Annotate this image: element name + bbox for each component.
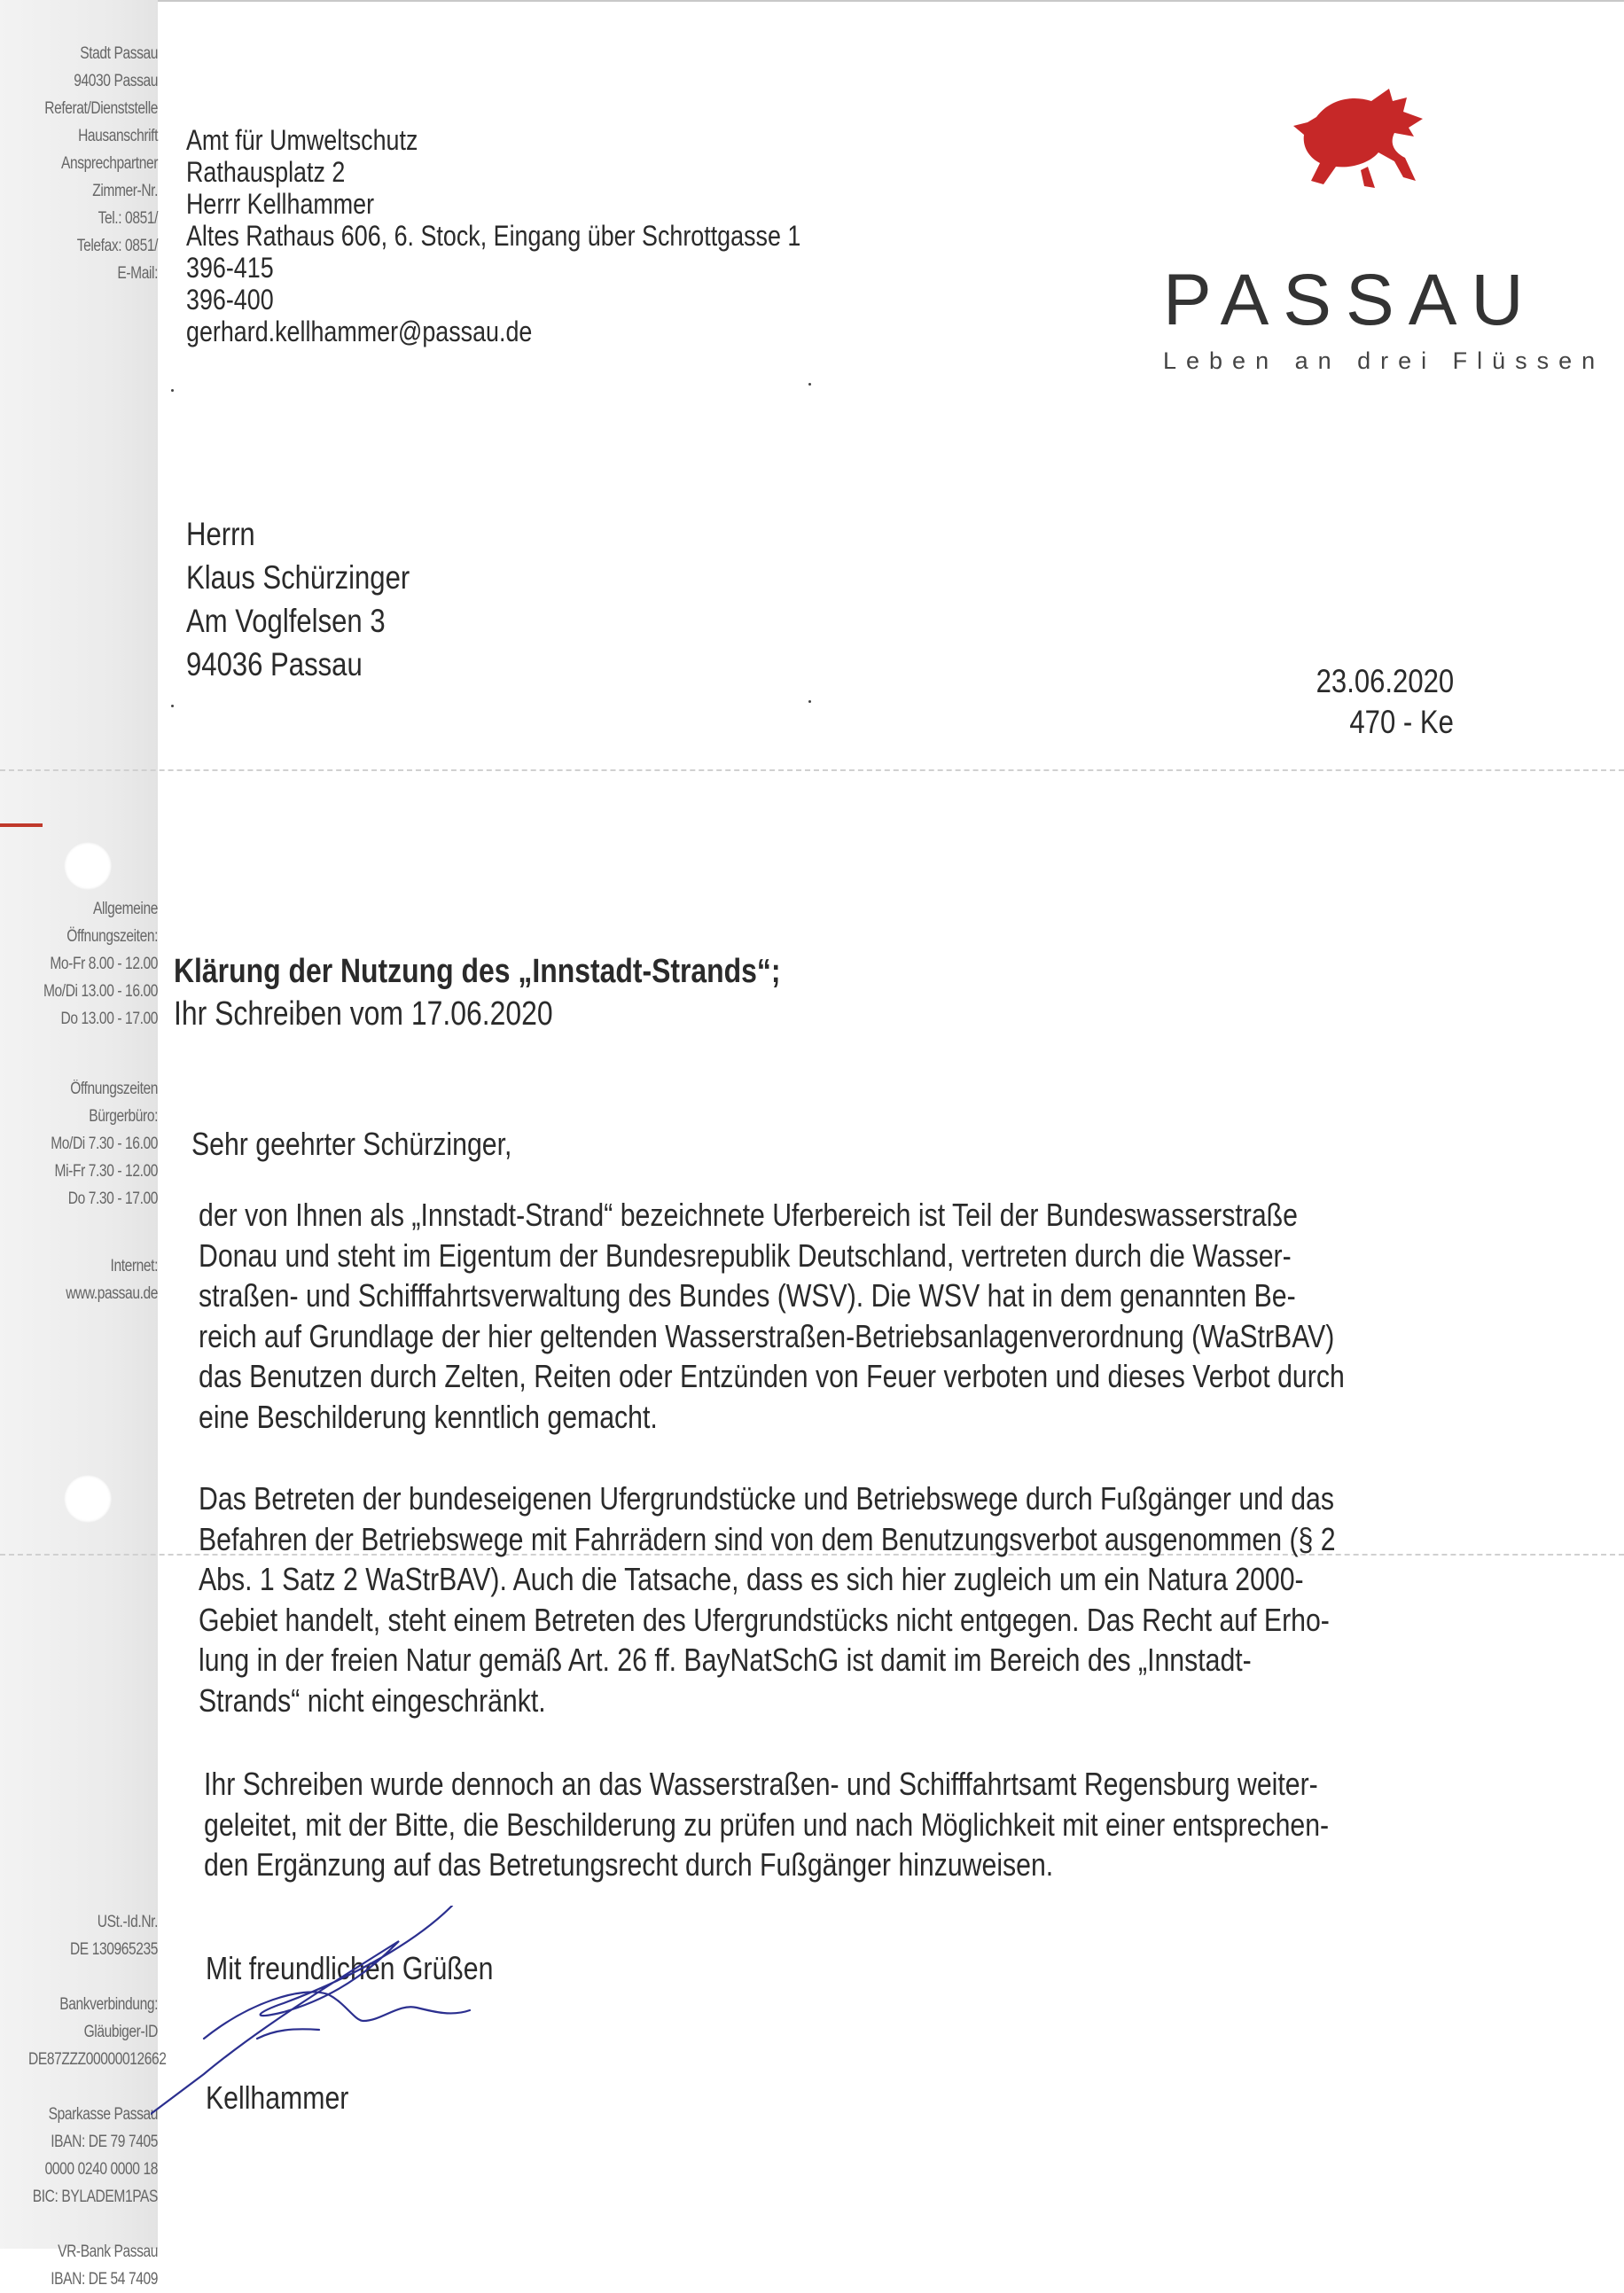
fold-line-upper	[0, 769, 1624, 771]
recipient-line: Klaus Schürzinger	[186, 559, 410, 596]
body-paragraph-1	[199, 1195, 1345, 1437]
sidebar-line: 94030 Passau	[74, 72, 158, 90]
sidebar-line: USt.-Id.Nr.	[97, 1913, 158, 1931]
sidebar-line	[28, 2073, 158, 2101]
sidebar-line: Bürgerbüro:	[89, 1107, 158, 1126]
sidebar-line: Mo/Di 13.00 - 16.00	[43, 982, 158, 1001]
sidebar-citizen-office-hours	[28, 1075, 158, 1213]
paragraph-line: das Benutzen durch Zelten, Reiten oder Entzünden von Feuer verboten und dieses Verbot durch	[199, 1358, 1345, 1394]
sidebar-line: Mi-Fr 7.30 - 12.00	[54, 1162, 158, 1181]
sender-address: Rathausplatz 2	[186, 156, 346, 188]
sidebar-line: IBAN: DE 54 7409	[51, 2270, 158, 2289]
letter-reference: 470 - Ke	[1349, 704, 1454, 740]
sidebar-line: Do 7.30 - 17.00	[67, 1189, 158, 1208]
sidebar-line: BIC: BYLADEM1PAS	[32, 2188, 158, 2206]
sidebar-general-hours	[28, 895, 158, 1033]
sidebar-line: Hausanschrift	[78, 127, 158, 145]
paragraph-line: Ihr Schreiben wurde dennoch an das Wasserstraßen- und Schifffahrtsamt Regensburg weiter-	[204, 1766, 1318, 1802]
sidebar-line	[28, 1963, 158, 1991]
sidebar-line: Öffnungszeiten	[70, 1080, 158, 1098]
subject-line: Klärung der Nutzung des „Innstadt-Strands“;	[174, 953, 781, 990]
paragraph-line: eine Beschilderung kenntlich gemacht.	[199, 1398, 658, 1435]
punch-hole-top	[64, 842, 112, 890]
paragraph-line: geleitet, mit der Bitte, die Beschilderung zu prüfen und nach Möglichkeit mit einer entsprechen-	[204, 1806, 1330, 1843]
city-logo-tagline: Leben an drei Flüssen	[1163, 347, 1605, 374]
punch-hole-bottom	[64, 1475, 112, 1523]
city-logo-wordmark: PASSAU	[1163, 260, 1538, 340]
paragraph-line: straßen- und Schifffahrtsverwaltung des Bundes (WSV). Die WSV hat in dem genannten Be-	[199, 1277, 1296, 1314]
sidebar-line: 0000 0240 0000 18	[44, 2160, 158, 2179]
sidebar-line: Bankverbindung:	[59, 1995, 158, 2014]
salutation: Sehr geehrter Schürzinger,	[191, 1126, 512, 1162]
sidebar-line	[28, 2211, 158, 2238]
sidebar-line: Ansprechpartner	[60, 154, 158, 173]
sender-fax: 396-400	[186, 284, 274, 316]
recipient-line: Herrn	[186, 516, 255, 552]
sidebar-line: Referat/Dienststelle	[44, 99, 159, 118]
sidebar-bank-info	[28, 1908, 167, 2293]
sidebar-internet	[28, 1252, 158, 1307]
sidebar-line: VR-Bank Passau	[58, 2242, 158, 2261]
fold-mark	[0, 823, 43, 827]
sidebar-line: www.passau.de	[66, 1284, 158, 1303]
sidebar-line: DE 130965235	[69, 1940, 158, 1959]
paragraph-line: den Ergänzung auf das Betretungsrecht durch Fußgänger hinzuweisen.	[204, 1846, 1054, 1883]
sidebar-line: Zimmer-Nr.	[92, 182, 158, 200]
sender-phone: 396-415	[186, 252, 274, 284]
sidebar-line: E-Mail:	[117, 264, 158, 283]
letter-date: 23.06.2020	[1316, 663, 1454, 699]
paragraph-line: reich auf Grundlage der hier geltenden Wasserstraßen-Betriebsanlagenverordnung (WaStrBAV)	[199, 1317, 1335, 1354]
sidebar-line: Mo-Fr 8.00 - 12.00	[50, 955, 158, 973]
sender-department: Amt für Umweltschutz	[186, 124, 418, 156]
sidebar	[0, 0, 167, 2289]
signature-name: Kellhammer	[206, 2079, 349, 2116]
recipient-line: Am Voglfelsen 3	[186, 603, 386, 639]
sidebar-line: Telefax: 0851/	[76, 237, 158, 255]
wolf-crest-icon	[1290, 82, 1432, 192]
sidebar-line: Mo/Di 7.30 - 16.00	[51, 1135, 158, 1153]
recipient-address	[186, 512, 410, 686]
paragraph-line: Befahren der Betriebswege mit Fahrrädern sind von dem Benutzungsverbot ausgenommen (§ 2	[199, 1520, 1336, 1557]
body-paragraph-2	[199, 1478, 1336, 1720]
sender-room: Altes Rathaus 606, 6. Stock, Eingang über Schrottgasse 1	[186, 220, 801, 252]
paragraph-line: Gebiet handelt, steht einem Betreten des Ufergrundstücks nicht entgegen. Das Recht auf Erho-	[199, 1601, 1330, 1638]
sidebar-line: Internet:	[110, 1257, 158, 1275]
sidebar-contact-labels	[28, 40, 158, 287]
sidebar-line: Sparkasse Passau	[48, 2105, 158, 2124]
recipient-line: 94036 Passau	[186, 646, 363, 682]
sender-contact: Herrr Kellhammer	[186, 188, 375, 220]
sidebar-line: Stadt Passau	[80, 44, 158, 63]
paragraph-line: Donau und steht im Eigentum der Bundesrepublik Deutschland, vertreten durch die Wasser-	[199, 1236, 1292, 1274]
sidebar-line: IBAN: DE 79 7405	[51, 2133, 158, 2151]
paragraph-line: lung in der freien Natur gemäß Art. 26 ff. BayNatSchG ist damit im Bereich des „Innstadt-	[199, 1642, 1252, 1678]
sidebar-line: Gläubiger-ID	[83, 2023, 158, 2041]
sidebar-line: DE87ZZZ00000012662	[28, 2050, 167, 2069]
top-edge-line	[0, 0, 1624, 2]
sidebar-line: Tel.: 0851/	[98, 209, 158, 228]
paragraph-line: Das Betreten der bundeseigenen Ufergrundstücke und Betriebswege durch Fußgänger und das	[199, 1480, 1334, 1517]
sidebar-line: Öffnungszeiten:	[66, 927, 158, 946]
paragraph-line: der von Ihnen als „Innstadt-Strand“ bezeichnete Uferbereich ist Teil der Bundeswasserstraße	[199, 1197, 1298, 1233]
sidebar-line: Do 13.00 - 17.00	[60, 1010, 158, 1028]
closing-phrase: Mit freundlichen Grüßen	[206, 1950, 494, 1986]
sender-email: gerhard.kellhammer@passau.de	[186, 316, 533, 347]
body-paragraph-3	[204, 1764, 1329, 1885]
paragraph-line: Abs. 1 Satz 2 WaStrBAV). Auch die Tatsache, dass es sich hier zugleich um ein Natura 2000-	[199, 1561, 1304, 1597]
subject-reference-line: Ihr Schreiben vom 17.06.2020	[174, 995, 553, 1033]
sidebar-line: Allgemeine	[93, 900, 158, 918]
paragraph-line: Strands“ nicht eingeschränkt.	[199, 1681, 546, 1719]
